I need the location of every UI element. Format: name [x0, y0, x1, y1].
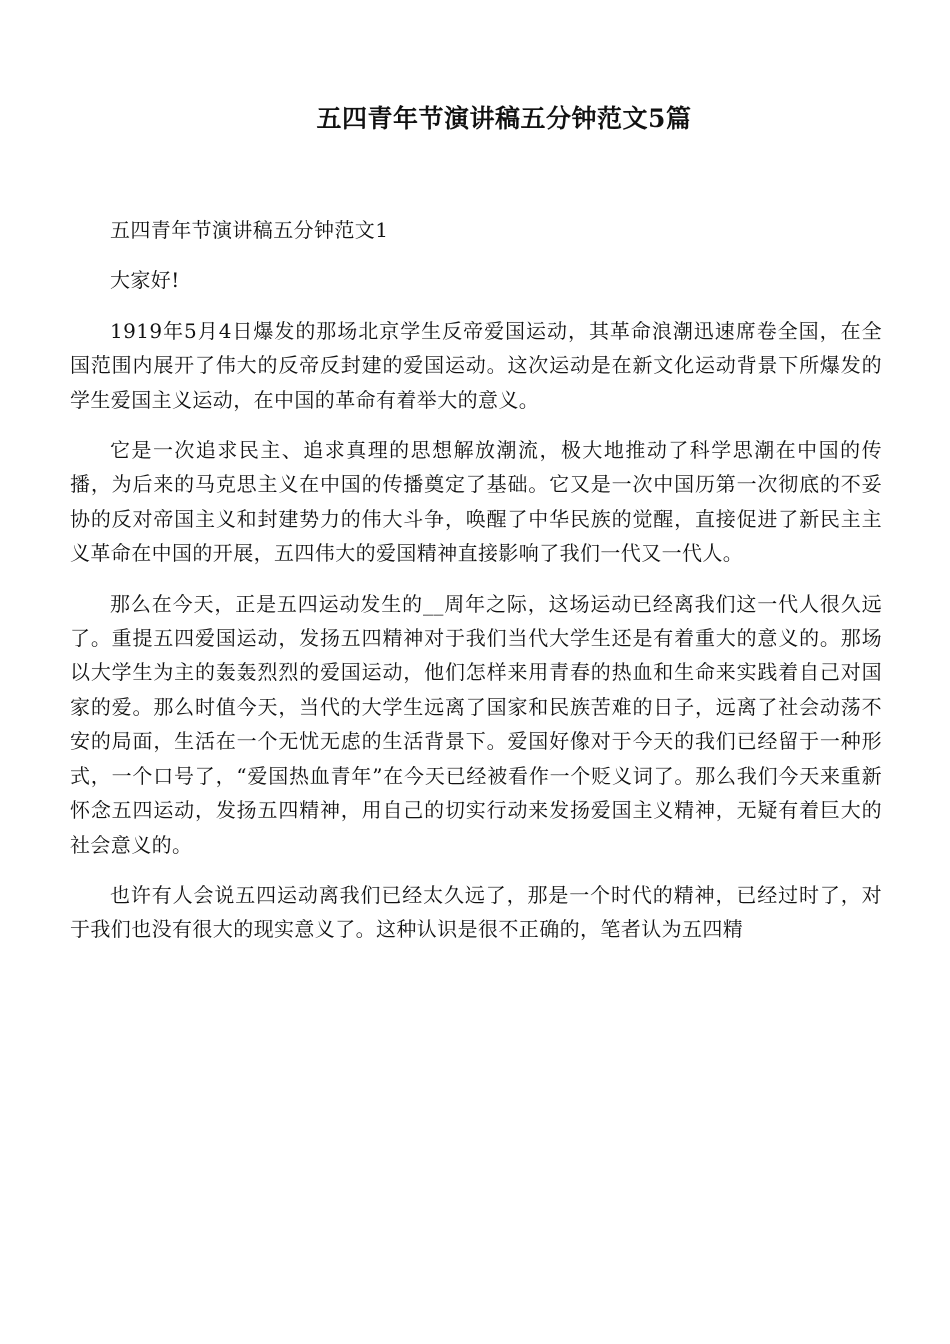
paragraph-2: 它是一次追求民主、追求真理的思想解放潮流，极大地推动了科学思潮在中国的传播，为后来的马克思主义在中国的传播奠定了基础。它又是一次中国历第一次彻底的不妥协的反对帝国主义和封建势力的伟大斗争，唤醒了中华民族的觉醒，直接促进了新民主主义革命在中国的开展，五四伟大的爱国精神直接影响了我们一代又一代人。 — [70, 438, 882, 566]
document-title: 五四青年节演讲稿五分钟范文5篇 — [316, 104, 692, 133]
paragraph-4: 也许有人会说五四运动离我们已经太久远了，那是一个时代的精神，已经过时了，对于我们也没有很大的现实意义了。这种认识是很不正确的，笔者认为五四精 — [70, 882, 882, 942]
paragraph-1: 1919年5月4日爆发的那场北京学生反帝爱国运动，其革命浪潮迅速席卷全国，在全国范围内展开了伟大的反帝反封建的爱国运动。这次运动是在新文化运动背景下所爆发的学生爱国主义运动，在中国的革命有着举大的意义。 — [70, 318, 882, 412]
greeting: 大家好! — [110, 268, 180, 293]
document-body — [70, 213, 882, 963]
paragraph-3: 那么在今天，正是五四运动发生的__周年之际，这场运动已经离我们这一代人很久远了。重提五四爱国运动，发扬五四精神对于我们当代大学生还是有着重大的意义的。那场以大学生为主的轰轰烈烈的爱国运动，他们怎样来用青春的热血和生命来实践着自己对国家的爱。那么时值今天，当代的大学生远离了国家和民族苦难的日子，远离了社会动荡不安的局面，生活在一个无忧无虑的生活背景下。爱国好像对于今天的我们已经留于一种形式，一个口号了，“爱国热血青年”在今天已经被看作一个贬义词了。那么我们今天来重新怀念五四运动，发扬五四精神，用自己的切实行动来发扬爱国主义精神，无疑有着巨大的社会意义的。 — [70, 591, 882, 857]
section-heading: 五四青年节演讲稿五分钟范文1 — [110, 218, 389, 242]
